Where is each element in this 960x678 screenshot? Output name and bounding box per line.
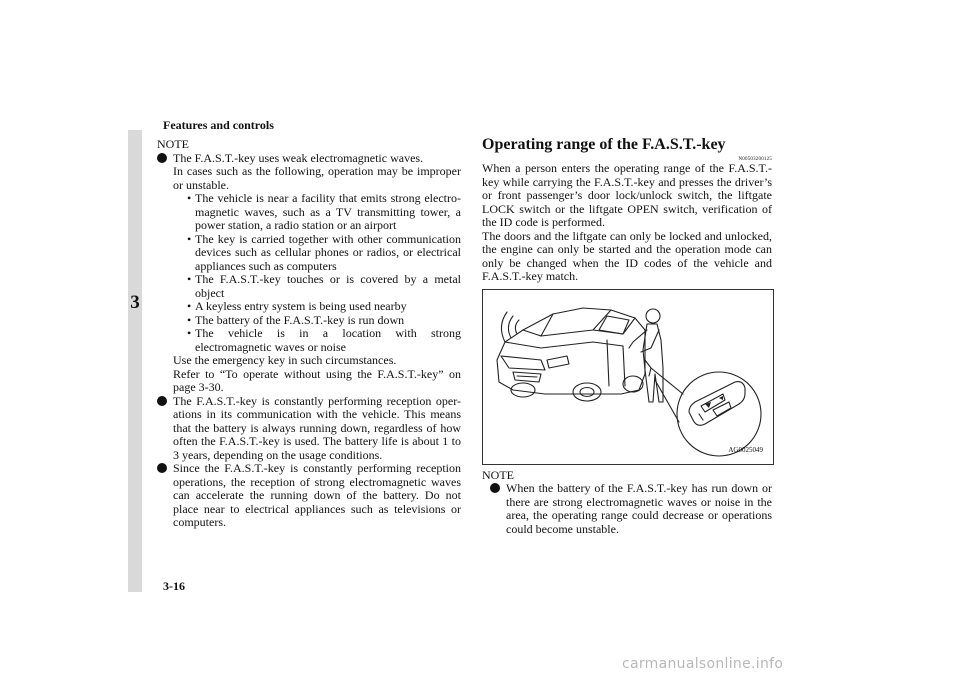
bullet-text: Since the F.A.S.T.-key is constantly performing reception operations, the reception of strong electromagnetic waves can accelerate the running down of the battery. Do not place near to electrical appliances such as televisions or computers. bbox=[173, 461, 461, 529]
chapter-tab bbox=[128, 130, 142, 592]
note-label: NOTE bbox=[157, 137, 189, 151]
note-bullet-3 bbox=[157, 462, 461, 530]
section-code: N00503200125 bbox=[738, 157, 772, 162]
left-column bbox=[157, 138, 461, 530]
bullet-dot-icon bbox=[157, 463, 167, 473]
note-bullet-right bbox=[490, 482, 772, 536]
bullet-dot-icon bbox=[157, 153, 167, 163]
bullet-text: When the battery of the F.A.S.T.-key has run down or there are strong electromagnetic waves or noise in the area, the operating range could decrease or operations could become unstable. bbox=[506, 481, 772, 536]
car-key-illustration bbox=[483, 290, 773, 464]
list-item: • The F.A.S.T.-key touches or is covered by a metal object bbox=[187, 272, 461, 300]
right-column bbox=[482, 138, 772, 536]
bullet-text: Use the emergency key in such circumstances. bbox=[173, 353, 397, 367]
paragraph: When a person enters the operating range of the F.A.S.T.-key while carrying the F.A.S.T.-key and presses the driver’s or front passenger’s door lock/unlock switch, the liftgate LOCK switch or the liftgate OPEN switch, verification of the ID code is performed. bbox=[482, 161, 772, 229]
section-header: Features and controls bbox=[163, 118, 274, 132]
bullet-text: The F.A.S.T.-key is constantly performing reception oper-ations in its communication with the vehicle. This means that the battery is always running down, regardless of how often the F.A.S.T.-key is used. The battery life is about 1 to 3 years, depending on the usage conditions. bbox=[173, 393, 461, 462]
chapter-number: 3 bbox=[130, 292, 140, 313]
heading-row bbox=[482, 138, 772, 162]
bullet-dot-icon bbox=[157, 396, 167, 406]
page-number: 3-16 bbox=[163, 579, 185, 593]
cross-reference: Refer to “To operate without using the F.A.S.T.-key” on page 3-30. bbox=[173, 366, 461, 394]
note-bullet-2 bbox=[157, 395, 461, 463]
note-bullet-1 bbox=[157, 152, 461, 395]
illustration-figure bbox=[482, 289, 774, 465]
bullet-intro: The F.A.S.T.-key uses weak electromagnetic waves. bbox=[173, 150, 424, 165]
list-item: • The vehicle is in a location with strong electromagnetic waves or noise bbox=[187, 326, 461, 354]
bullet-dot-icon bbox=[490, 483, 500, 493]
bullet-text: In cases such as the following, operation may be improper or unstable. bbox=[173, 164, 461, 192]
list-item: • The key is carried together with other communication devices such as cellular phones or radios, or electrical appliances such as computers bbox=[187, 231, 461, 273]
list-item: • A keyless entry system is being used nearby bbox=[187, 299, 407, 313]
list-item: • The vehicle is near a facility that emits strong electro-magnetic waves, such as a TV transmitting tower, a power station, a radio station or an airport bbox=[187, 191, 461, 232]
watermark: carmanualsonline.info bbox=[622, 656, 784, 672]
note-label: NOTE bbox=[482, 467, 514, 482]
paragraph: The doors and the liftgate can only be locked and unlocked, the engine can only be started and the operation mode can only be changed when the ID codes of the vehicle and F.A.S.T.-key match. bbox=[482, 228, 772, 283]
list-item: • The battery of the F.A.S.T.-key is run down bbox=[187, 312, 405, 327]
section-heading: Operating range of the F.A.S.T.-key bbox=[482, 136, 726, 153]
figure-code: AG0025049 bbox=[728, 446, 763, 454]
